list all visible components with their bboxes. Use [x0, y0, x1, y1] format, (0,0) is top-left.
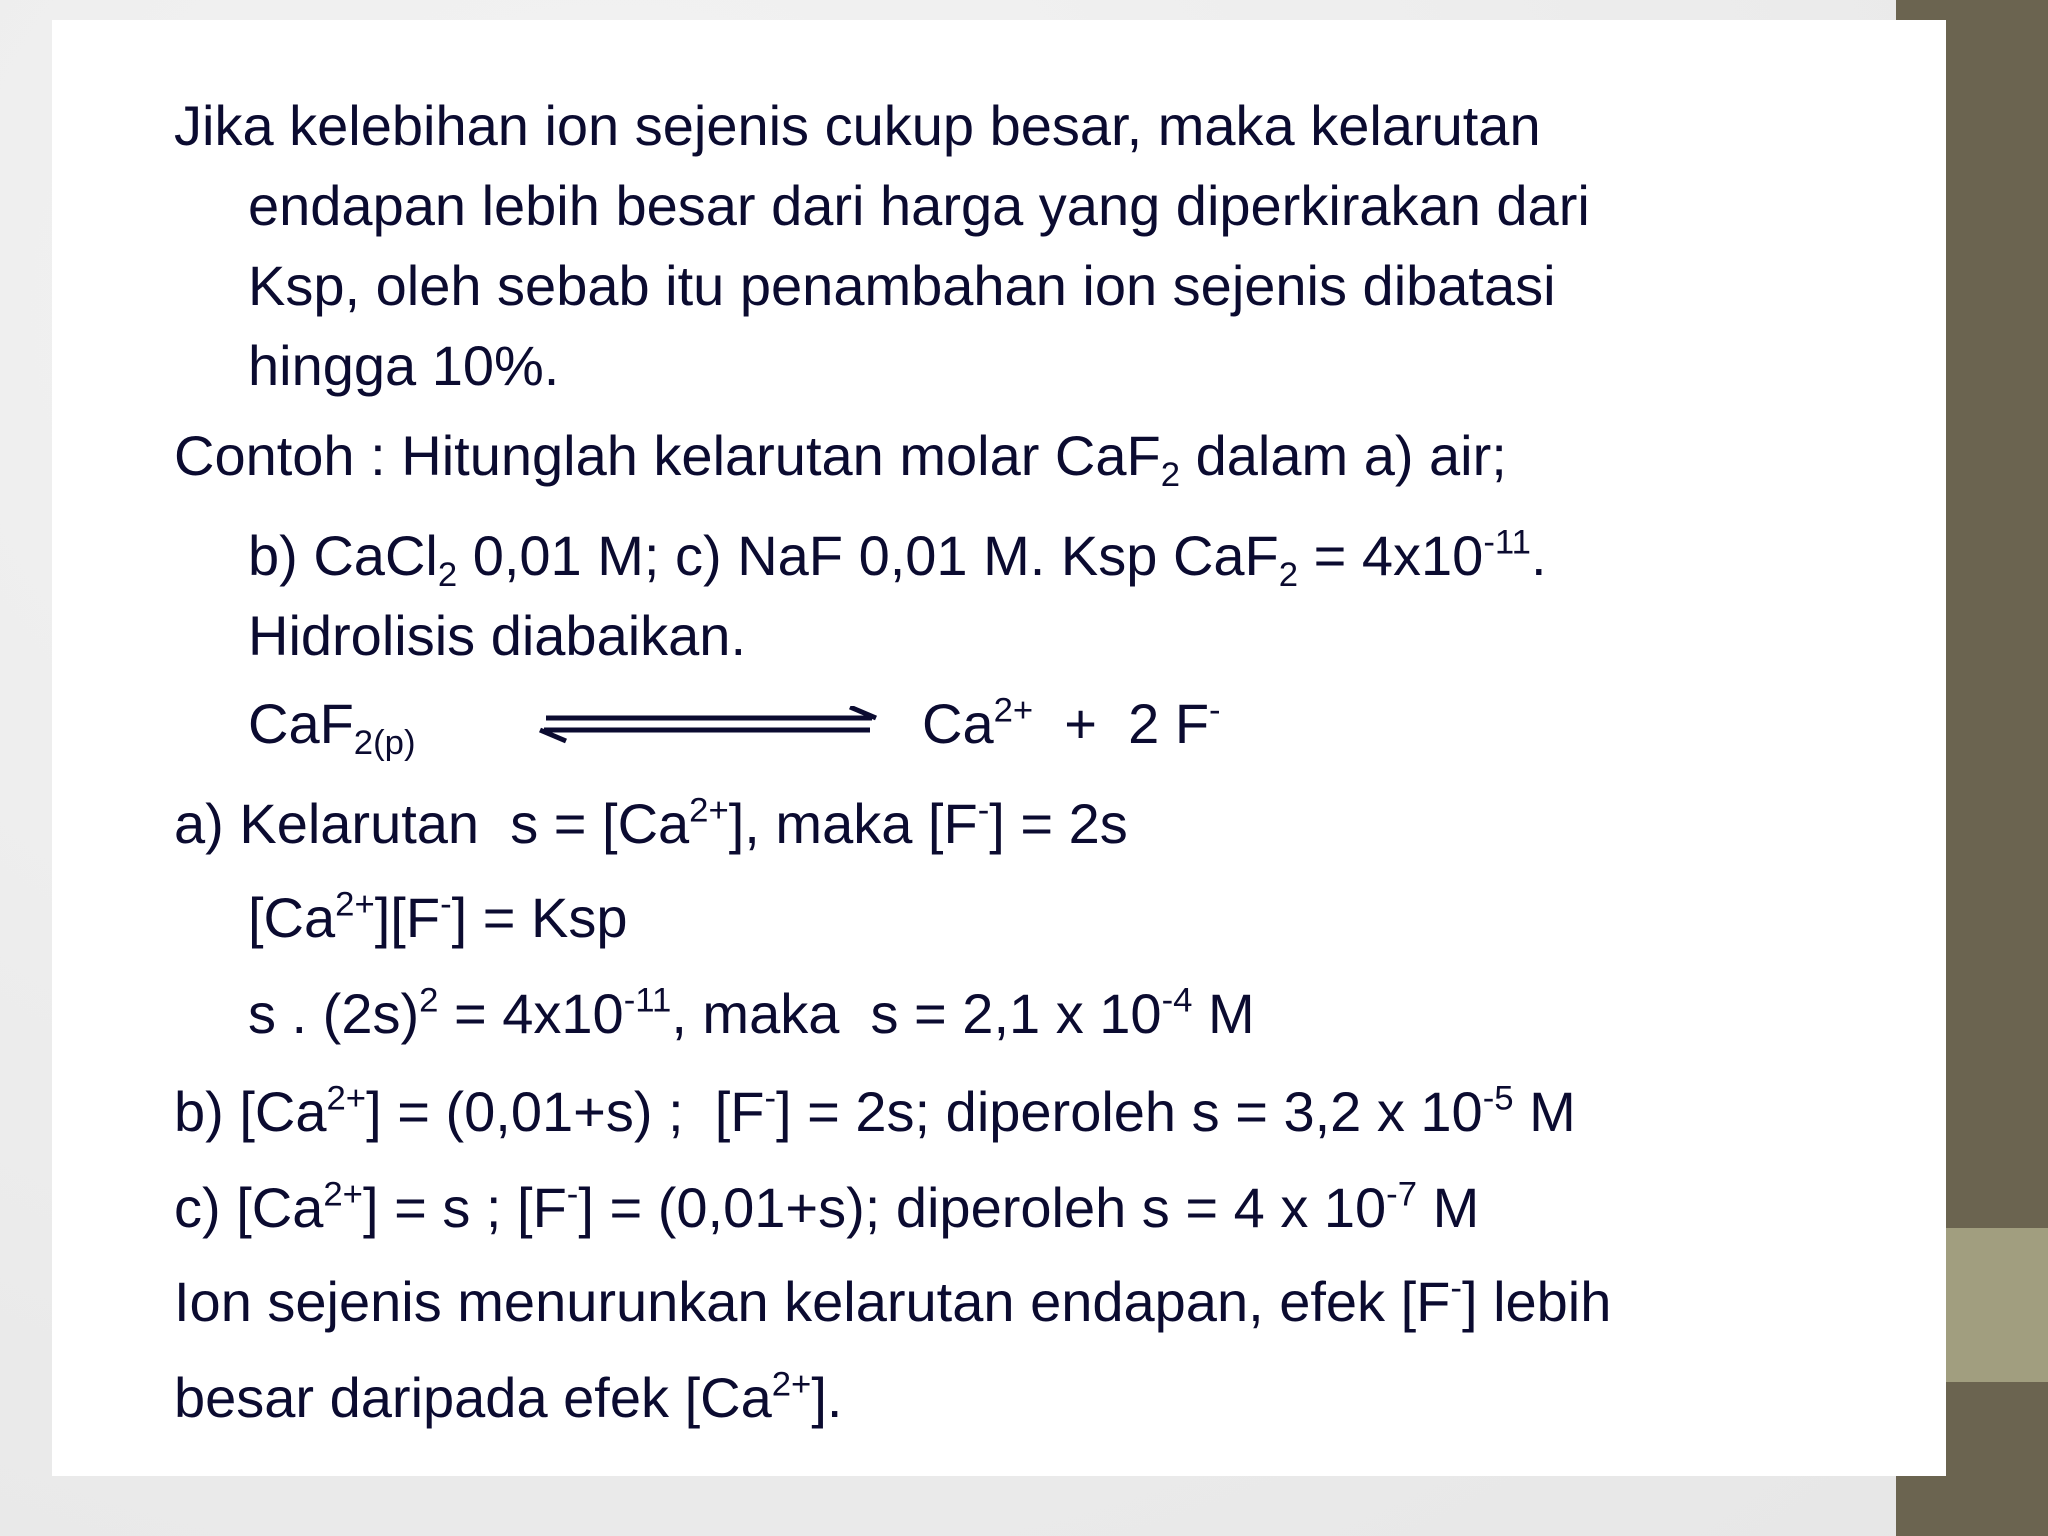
text-segment: b) CaCl	[248, 524, 438, 587]
part-a-line2	[248, 885, 628, 949]
superscript: 2	[419, 981, 439, 1020]
superscript: -	[1209, 691, 1221, 730]
text-segment: dalam a) air;	[1180, 424, 1507, 487]
text-segment: M	[1417, 1176, 1480, 1239]
text-segment: 0,01 M; c) NaF 0,01 M. Ksp CaF	[457, 524, 1279, 587]
subscript: 2	[1160, 456, 1181, 495]
reaction-products	[922, 691, 1221, 755]
superscript: 2+	[326, 1079, 367, 1118]
text-segment: ] = s ; [F	[362, 1176, 567, 1239]
text-segment: ], maka [F	[728, 792, 978, 855]
superscript: -11	[623, 981, 672, 1020]
superscript: 2+	[993, 691, 1034, 730]
text-segment: ] = Ksp	[451, 886, 628, 949]
superscript: -11	[1483, 523, 1531, 562]
text-segment: c) [Ca	[174, 1176, 324, 1239]
accent-bar-light	[1946, 1228, 2048, 1382]
text-segment: ] = 2s	[989, 792, 1128, 855]
superscript: 2+	[771, 1365, 812, 1404]
text-segment: Contoh : Hitunglah kelarutan molar CaF	[174, 424, 1161, 487]
text-segment: ] lebih	[1461, 1270, 1612, 1333]
part-a-line3	[248, 981, 1255, 1045]
text-segment: = 4x10	[438, 982, 624, 1045]
text-segment: besar daripada efek [Ca	[174, 1366, 772, 1429]
text-segment: , maka s = 2,1 x 10	[671, 982, 1162, 1045]
text-segment: ][F	[374, 886, 441, 949]
superscript: -	[566, 1175, 579, 1214]
example-line2	[248, 523, 1547, 595]
superscript: 2+	[689, 791, 729, 830]
superscript: -4	[1161, 981, 1193, 1020]
para1-line1: Jika kelebihan ion sejenis cukup besar, maka kelarutan	[174, 94, 1541, 157]
superscript: -7	[1386, 1175, 1418, 1214]
superscript: -	[1450, 1269, 1462, 1308]
text-segment: ] = (0,01+s); diperoleh s = 4 x 10	[578, 1176, 1387, 1239]
part-b-line	[174, 1079, 1576, 1143]
conclusion-line2	[174, 1365, 843, 1429]
superscript: -	[977, 791, 990, 830]
text-segment: ] = 2s; diperoleh s = 3,2 x 10	[776, 1080, 1483, 1143]
superscript: -	[764, 1079, 777, 1118]
superscript: -	[440, 885, 452, 924]
para1-line4: hingga 10%.	[248, 334, 560, 397]
text-segment: Ca	[922, 692, 994, 755]
conclusion-line1	[174, 1269, 1612, 1333]
example-line3: Hidrolisis diabaikan.	[248, 604, 747, 667]
part-c-line	[174, 1175, 1480, 1239]
text-segment: Ion sejenis menurunkan kelarutan endapan, efek [F	[174, 1270, 1451, 1333]
text-segment: ].	[811, 1366, 843, 1429]
text-segment: M	[1192, 982, 1255, 1045]
text-segment: CaF	[248, 692, 354, 755]
text-segment: b) [Ca	[174, 1080, 327, 1143]
text-segment: s . (2s)	[248, 982, 420, 1045]
text-segment: ] = (0,01+s) ; [F	[366, 1080, 765, 1143]
superscript: 2+	[323, 1175, 363, 1214]
content-panel	[52, 20, 1946, 1476]
text-segment: a) Kelarutan s = [Ca	[174, 792, 690, 855]
text-segment: M	[1513, 1080, 1576, 1143]
reaction-reactant	[248, 692, 416, 763]
example-line1	[174, 424, 1507, 495]
text-segment: [Ca	[248, 886, 336, 949]
subscript: 2	[437, 556, 458, 595]
text-segment: = 4x10	[1298, 524, 1484, 587]
equilibrium-arrow-icon	[532, 706, 884, 746]
subscript: 2	[1278, 556, 1299, 595]
subscript: 2(p)	[353, 724, 416, 763]
part-a-line1	[174, 791, 1128, 855]
text-segment: .	[1530, 524, 1547, 587]
text-segment: + 2 F	[1033, 692, 1210, 755]
para1-line3: Ksp, oleh sebab itu penambahan ion sejenis dibatasi	[248, 254, 1556, 317]
superscript: -5	[1482, 1079, 1514, 1118]
superscript: 2+	[335, 885, 375, 924]
para1-line2: endapan lebih besar dari harga yang diperkirakan dari	[248, 174, 1590, 237]
